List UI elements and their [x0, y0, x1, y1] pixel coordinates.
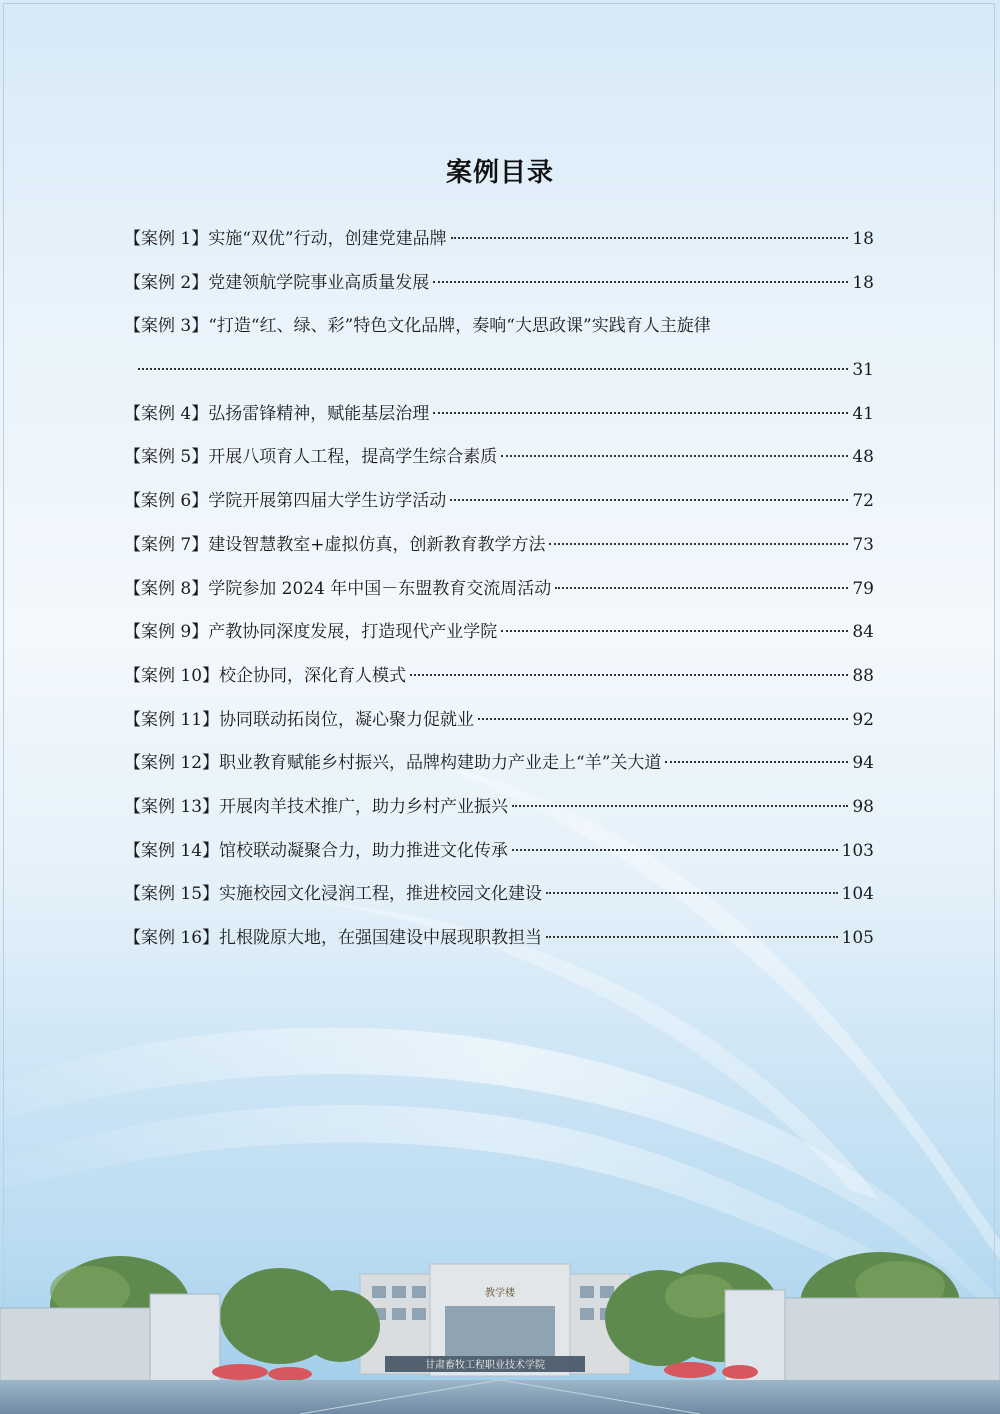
dot-leader: [433, 412, 848, 414]
toc-entry-page: 98: [852, 796, 874, 817]
toc-entry-page: 88: [852, 665, 874, 686]
tree: [300, 1290, 380, 1362]
toc-entry-page: 41: [852, 403, 874, 424]
dot-leader: [501, 455, 848, 457]
toc-entry-page: 94: [852, 753, 874, 774]
dot-leader: [501, 630, 848, 632]
toc-entry[interactable]: [124, 574, 874, 618]
toc-entry-label: 【案例 9】: [124, 622, 209, 643]
toc-entry-title: 建设智慧教室+虚拟仿真，创新教育教学方法: [208, 534, 546, 555]
toc-entry-page: 73: [852, 534, 874, 555]
toc-entry-label: 【案例 4】: [124, 403, 209, 424]
toc-entry[interactable]: [124, 748, 874, 792]
toc-entry-title: 协同联动拓岗位，凝心聚力促就业: [219, 709, 475, 730]
toc-entry-label: 【案例 16】: [124, 928, 220, 949]
toc-entry-title: 党建领航学院事业高质量发展: [208, 272, 430, 293]
toc-entry-page: 31: [852, 360, 874, 381]
toc-entry-label: 【案例 14】: [124, 840, 220, 861]
toc-entry-page: 79: [852, 578, 874, 599]
dot-leader: [138, 368, 848, 370]
dot-leader: [665, 761, 848, 763]
toc-entry[interactable]: [124, 399, 874, 443]
toc-entry-page: 84: [852, 622, 874, 643]
toc-entry-title: 开展肉羊技术推广，助力乡村产业振兴: [219, 796, 509, 817]
dot-leader: [433, 281, 848, 283]
toc-entry[interactable]: [124, 268, 874, 312]
toc-entry-title: 学院参加 2024 年中国－东盟教育交流周活动: [208, 578, 552, 599]
toc-entry[interactable]: [124, 879, 874, 923]
dot-leader: [478, 718, 848, 720]
toc-entry-label: 【案例 8】: [124, 578, 209, 599]
toc-entry-page: 48: [852, 447, 874, 468]
toc-entry-title: 实施“双优”行动，创建党建品牌: [208, 229, 447, 249]
gate-sign: 甘肃畜牧工程职业技术学院: [425, 1360, 545, 1371]
toc-entry[interactable]: [124, 442, 874, 486]
toc-entry-label: 【案例 13】: [124, 796, 220, 817]
toc-entry-page: 104: [841, 884, 874, 905]
dot-leader: [512, 805, 848, 807]
toc-entry-label: 【案例 7】: [124, 534, 209, 555]
toc-entry-page: 92: [852, 709, 874, 730]
toc-entry-page: 72: [852, 491, 874, 512]
toc-entry[interactable]: [124, 792, 874, 836]
toc-entry[interactable]: [124, 486, 874, 530]
campus-photo: [0, 1246, 1000, 1414]
toc-entry-title: 弘扬雷锋精神，赋能基层治理: [208, 403, 430, 424]
toc-entry-label: 【案例 1】: [124, 229, 209, 249]
toc-entry-title: 学院开展第四届大学生访学活动: [208, 491, 447, 512]
dot-leader: [549, 543, 848, 545]
toc-entry-label: 【案例 2】: [124, 272, 209, 293]
toc-entry[interactable]: [124, 661, 874, 705]
toc-entry[interactable]: [124, 617, 874, 661]
toc-entry-label: 【案例 5】: [124, 447, 209, 468]
dot-leader: [555, 587, 848, 589]
toc-entry-label: 【案例 6】: [124, 491, 209, 512]
toc-entry[interactable]: [124, 836, 874, 880]
toc-entry-title: “打造“红、绿、彩”特色文化品牌，奏响“大思政课”实践育人主旋律: [208, 316, 711, 337]
building-sign: 教学楼: [485, 1288, 515, 1299]
dot-leader: [546, 892, 838, 894]
dot-leader: [512, 849, 838, 851]
toc-entry-page: 18: [852, 229, 874, 249]
toc-entry-page: 103: [841, 840, 874, 861]
dot-leader: [546, 936, 838, 938]
toc-entry-title: 产教协同深度发展，打造现代产业学院: [208, 622, 498, 643]
toc-entry-label: 【案例 3】: [124, 316, 209, 337]
dot-leader: [410, 674, 848, 676]
toc-entry-page: 18: [852, 272, 874, 293]
toc-entry-title: 扎根陇原大地，在强国建设中展现职教担当: [219, 928, 543, 949]
plaza-ground: [0, 1380, 1000, 1414]
toc-entry-title: 校企协同，深化育人模式: [219, 665, 407, 686]
toc-entry[interactable]: [124, 923, 874, 967]
toc-entry-label: 【案例 11】: [124, 709, 220, 730]
page-title: 案例目录: [445, 158, 554, 188]
toc-entry[interactable]: [124, 224, 874, 268]
toc-entry-title: 馆校联动凝聚合力，助力推进文化传承: [219, 840, 509, 861]
toc-entry-label: 【案例 12】: [124, 753, 220, 774]
toc-entry-label: 【案例 15】: [124, 884, 220, 905]
toc-entry-title: 实施校园文化浸润工程，推进校园文化建设: [219, 884, 543, 905]
dot-leader: [451, 237, 848, 239]
toc-entry-label: 【案例 10】: [124, 665, 220, 686]
toc-entry[interactable]: [124, 311, 874, 398]
toc-entry[interactable]: [124, 530, 874, 574]
toc-entry-page: 105: [841, 928, 874, 949]
toc-entry-title: 职业教育赋能乡村振兴，品牌构建助力产业走上“羊”关大道: [219, 753, 662, 774]
dot-leader: [450, 499, 848, 501]
toc-entry-title: 开展八项育人工程，提高学生综合素质: [208, 447, 498, 468]
toc-entry[interactable]: [124, 705, 874, 749]
table-of-contents: [124, 224, 874, 967]
